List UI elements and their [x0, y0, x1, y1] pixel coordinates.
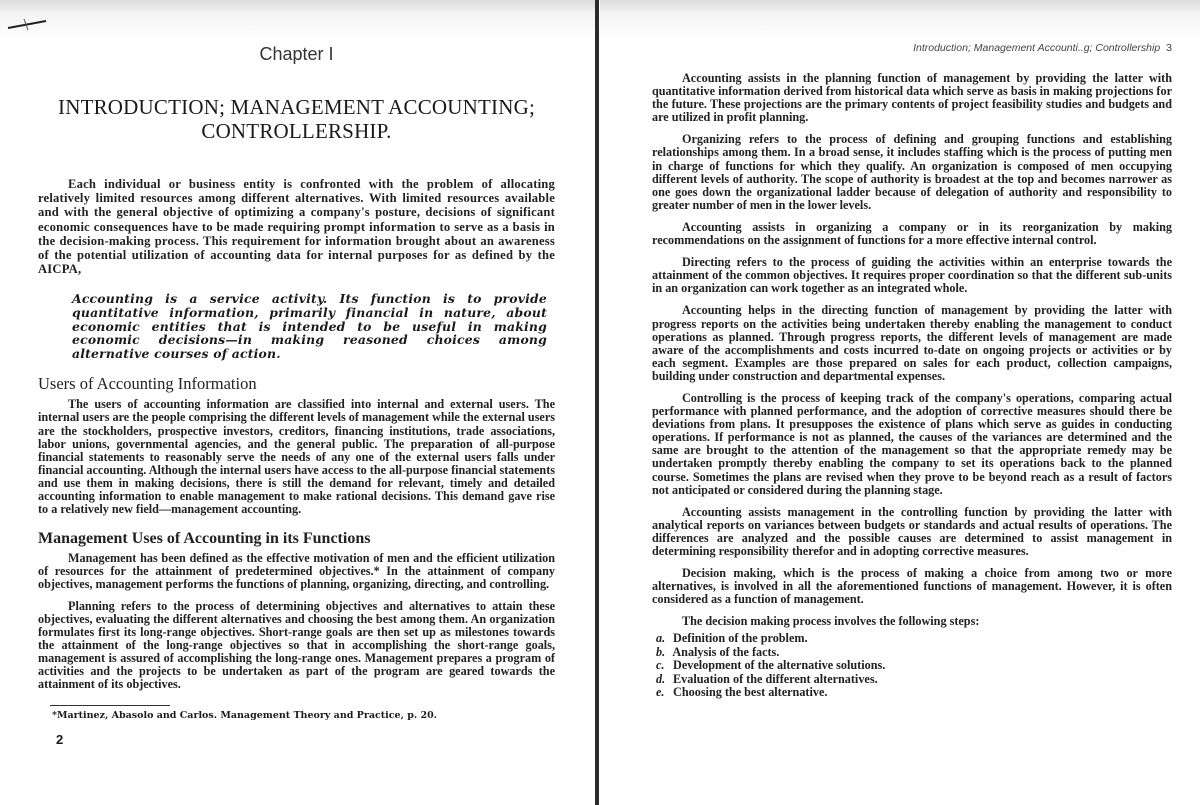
- list-item: d. Evaluation of the different alternatives.: [656, 671, 878, 686]
- chapter-label: Chapter I: [259, 44, 334, 64]
- aicpa-quote: Accounting is a service activity. Its function is to provide quantitative information, primarily financial in nature, about economic entities that is intended to be useful in making economic decisions—in making reasoned choices among alternative courses of action.: [72, 291, 547, 361]
- decision-making-paragraph: Decision making, which is the process of making a choice from among two or more alternatives, is involved in all the aforementioned functions of management. However, it is often considered as a function of management.: [652, 566, 1172, 607]
- planning-accounting-paragraph: Accounting assists in the planning function of management by providing the latter with quantitative information derived from historical data which serve as basis in making projections for the future. These projections are the primary contents of project feasibility studies and budgets and are utilized in profit planning.: [652, 71, 1172, 125]
- left-page-number: 2: [56, 732, 64, 748]
- footnote-rule: [50, 705, 170, 706]
- planning-paragraph: Planning refers to the process of determining objectives and alternatives to attain these objectives, evaluating the different alternatives and choosing the best among them. An organization formulates first its long-range objectives. Short-range goals are then set up as milestones towards the attainment of the long-range objectives so that in accomplishing the short-range goals, management is assured of accomplishing the long-range ones. Management prepares a program of activities and the projects to be undertaken as part of the program are geared towards the attainment of its objectives.: [38, 598, 555, 692]
- footnote: *Martinez, Abasolo and Carlos. Management Theory and Practice, p. 20.: [52, 710, 437, 722]
- directing-accounting-paragraph: Accounting helps in the directing function of management by providing the latter with progress reports on the activities being undertaken thereby enabling the management to conduct operations as planned. Through progress reports, the different levels of management are made aware of the accomplishments and costs incurred to-date on ongoing projects or activities or by each segment. Examples are those prepared on sales for each product, collection campaigns, building under construction and departmental expenses.: [652, 303, 1172, 383]
- organizing-accounting-paragraph: Accounting assists in organizing a company or in its reorganization by making recommendations on the assignment of functions for a more effective internal control.: [652, 219, 1172, 248]
- list-item: a. Definition of the problem.: [656, 631, 808, 646]
- list-item: e. Choosing the best alternative.: [656, 685, 828, 700]
- list-item: c. Development of the alternative solutions.: [656, 658, 886, 673]
- intro-paragraph: Each individual or business entity is confronted with the problem of allocating relatively limited resources among different alternatives. With limited resources available and with the general objective of optimizing a company's posture, decisions of significant economic consequences have to be made requiring prompt information to serve as a basis in the decision-making process. This requirement for information brought about an awareness of the potential utilization of accounting data for internal purposes for as defined by the AICPA,: [38, 177, 555, 277]
- directing-paragraph: Directing refers to the process of guiding the activities within an enterprise towards the attainment of the common objectives. It requires proper coordination so that the different sub-units in an organization can work together as an integrated whole.: [652, 255, 1172, 296]
- book-gutter: [595, 0, 599, 805]
- left-page: [0, 0, 597, 805]
- right-page-number: 3: [1166, 42, 1172, 54]
- management-definition-paragraph: Management has been defined as the effective motivation of men and the efficient utilization of resources for the attainment of predetermined objectives.* In the attainment of company objectives, management performs the functions of planning, organizing, directing, and controlling.: [38, 551, 555, 592]
- section-heading-users: Users of Accounting Information: [38, 374, 257, 394]
- controlling-paragraph: Controlling is the process of keeping track of the company's operations, comparing actual performance with planned performance, and the adoption of corrective measures should there be deviations from plans. It presupposes the existence of plans which serve as guides in conducting operations. If performance is not as planned, the causes of the variances are determined and the same are brought to the attention of the management so that the appropriate remedy may be undertaken promptly thereby enabling the company to set its operations back to the planned course. Sometimes the plans are revised when they prove to be beyond reach as a result of factors not anticipated or considered during the planning stage.: [652, 390, 1172, 497]
- pen-mark-icon: [6, 18, 50, 32]
- section-heading-management-uses: Management Uses of Accounting in its Functions: [38, 530, 371, 548]
- users-paragraph: The users of accounting information are classified into internal and external users. The internal users are the people comprising the different levels of management while the external users are the stockholders, prospective investors, creditors, financing institutions, trade associations, labor unions, governmental agencies, and the general public. The preparation of all-purpose financial statements to reasonably serve the needs of any one of the external users falls under financial accounting. Although the internal users have access to the all-purpose financial statements and use them in making decisions, there is still the demand for relevant, timely and detailed accounting information to enable management to make rational decisions. This demand gave rise to a relatively new field—management accounting.: [38, 397, 555, 517]
- running-head-title: Introduction; Management Accounti..g; Controllership: [913, 42, 1161, 54]
- chapter-title: INTRODUCTION; MANAGEMENT ACCOUNTING; CONTROLLERSHIP.: [58, 95, 535, 143]
- steps-intro: The decision making process involves the following steps:: [682, 614, 980, 629]
- right-page: [600, 0, 1200, 805]
- steps-list: [656, 632, 1172, 699]
- list-item: b. Analysis of the facts.: [656, 644, 780, 659]
- organizing-paragraph: Organizing refers to the process of defining and grouping functions and establishing relationships among them. In a broad sense, it includes staffing which is the process of putting men in charge of functions for which they qualify. An organization is composed of men occupying different levels of authority. The scope of authority is broadest at the top and becomes narrower as one goes down the organizational ladder because of delegation of authority and responsibility to greater number of men in the lower levels.: [652, 132, 1172, 212]
- running-head: [652, 42, 1172, 54]
- controlling-accounting-paragraph: Accounting assists management in the controlling function by providing the latter with analytical reports on variances between budgets or standards and actual results of operations. The differences are analyzed and the possible causes are determined to assist management in determining responsibility therefor and in adopting corrective measures.: [652, 504, 1172, 558]
